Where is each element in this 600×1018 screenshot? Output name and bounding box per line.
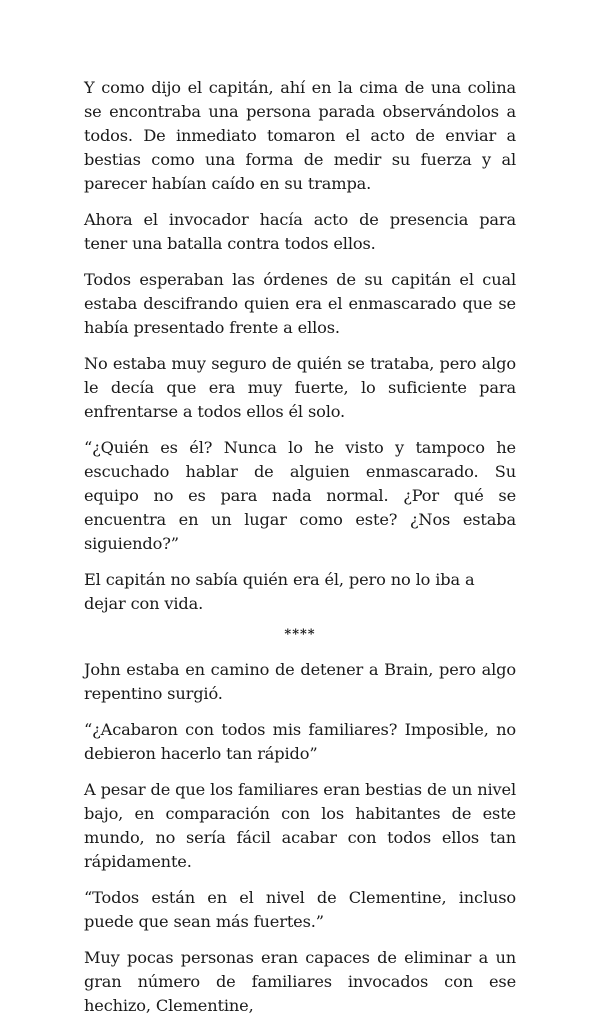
paragraph-1: Y como dijo el capitán, ahí en la cima de una colina se encontraba una persona parada observándolos a todos. De inmediato tomaron el acto de enviar a bestias como una forma de medir su fuerza y al parecer habían caído en su trampa. [84, 78, 516, 193]
paragraph-10-dialogue: “Todos están en el nivel de Clementine, incluso puede que sean más fuertes.” [84, 888, 516, 931]
paragraph-8-dialogue: “¿Acabaron con todos mis familiares? Imposible, no debieron hacerlo tan rápido” [84, 720, 516, 763]
scene-separator: **** [284, 627, 316, 642]
paragraph-3: Todos esperaban las órdenes de su capitán el cual estaba descifrando quien era el enmascarado que se había presentado frente a ellos. [84, 270, 516, 337]
paragraph-7: John estaba en camino de detener a Brain, pero algo repentino surgió. [84, 660, 516, 703]
paragraph-9: A pesar de que los familiares eran bestias de un nivel bajo, en comparación con los habitantes de este mundo, no sería fácil acabar con todos ellos tan rápidamente. [84, 780, 516, 871]
paragraph-5-dialogue: “¿Quién es él? Nunca lo he visto y tampoco he escuchado hablar de alguien enmascarado. Su equipo no es para nada normal. ¿Por qué se encuentra en un lugar como este? ¿Nos estaba siguiendo?” [84, 438, 516, 553]
paragraph-2: Ahora el invocador hacía acto de presencia para tener una batalla contra todos ellos. [84, 210, 516, 253]
paragraph-11: Muy pocas personas eran capaces de eliminar a un gran número de familiares invocados con ese hechizo, Clementine, [84, 948, 516, 1015]
paragraph-6: El capitán no sabía quién era él, pero no lo iba a dejar con vida. [84, 570, 475, 613]
paragraph-4: No estaba muy seguro de quién se trataba, pero algo le decía que era muy fuerte, lo suficiente para enfrentarse a todos ellos él solo. [84, 354, 516, 421]
